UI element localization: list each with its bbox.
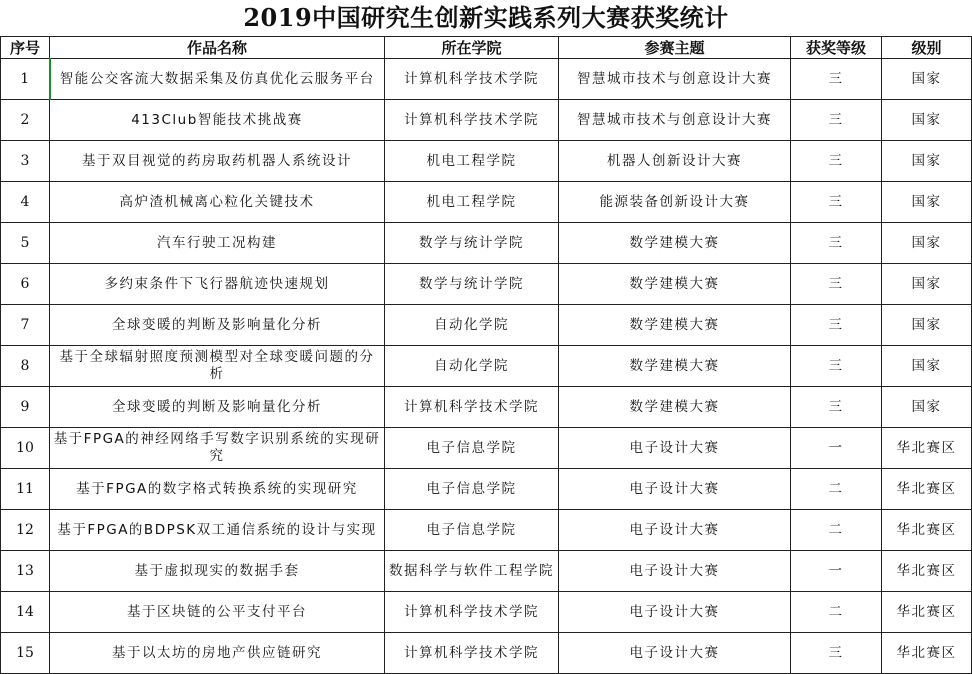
cell-work-name[interactable]: 基于全球辐射照度预测模型对全球变暖问题的分析 [50, 346, 385, 387]
header-row [1, 37, 972, 59]
cell-college[interactable]: 计算机科学技术学院 [385, 592, 559, 633]
cell-award-level[interactable]: 三 [791, 633, 882, 674]
cell-college[interactable]: 自动化学院 [385, 346, 559, 387]
cell-work-name[interactable]: 基于虚拟现实的数据手套 [50, 551, 385, 592]
cell-college[interactable]: 电子信息学院 [385, 510, 559, 551]
cell-college[interactable]: 计算机科学技术学院 [385, 59, 559, 100]
table-row [1, 469, 972, 510]
table-row [1, 592, 972, 633]
table-row [1, 223, 972, 264]
cell-competition[interactable]: 数学建模大赛 [559, 305, 791, 346]
table-row [1, 387, 972, 428]
cell-work-name[interactable]: 基于FPGA的BDPSK双工通信系统的设计与实现 [50, 510, 385, 551]
cell-college[interactable]: 数学与统计学院 [385, 223, 559, 264]
cell-award-level[interactable]: 三 [791, 305, 882, 346]
cell-competition[interactable]: 电子设计大赛 [559, 633, 791, 674]
cell-index[interactable]: 1 [1, 59, 50, 100]
cell-work-name[interactable]: 基于区块链的公平支付平台 [50, 592, 385, 633]
cell-competition[interactable]: 智慧城市技术与创意设计大赛 [559, 100, 791, 141]
cell-college[interactable]: 计算机科学技术学院 [385, 100, 559, 141]
cell-work-name[interactable]: 基于FPGA的神经网络手写数字识别系统的实现研究 [50, 428, 385, 469]
cell-work-name[interactable]: 413Club智能技术挑战赛 [50, 100, 385, 141]
cell-grade[interactable]: 华北赛区 [882, 510, 972, 551]
table-row [1, 59, 972, 100]
cell-competition[interactable]: 电子设计大赛 [559, 592, 791, 633]
cell-college[interactable]: 机电工程学院 [385, 141, 559, 182]
cell-grade[interactable]: 华北赛区 [882, 633, 972, 674]
cell-index[interactable]: 9 [1, 387, 50, 428]
cell-grade[interactable]: 国家 [882, 182, 972, 223]
table-row [1, 141, 972, 182]
awards-table [0, 36, 972, 674]
cell-index[interactable]: 10 [1, 428, 50, 469]
cell-competition[interactable]: 数学建模大赛 [559, 264, 791, 305]
cell-award-level[interactable]: 二 [791, 592, 882, 633]
cell-index[interactable]: 15 [1, 633, 50, 674]
cell-college[interactable]: 电子信息学院 [385, 428, 559, 469]
table-row [1, 633, 972, 674]
cell-competition[interactable]: 机器人创新设计大赛 [559, 141, 791, 182]
cell-college[interactable]: 计算机科学技术学院 [385, 387, 559, 428]
cell-competition[interactable]: 电子设计大赛 [559, 551, 791, 592]
cell-competition[interactable]: 电子设计大赛 [559, 428, 791, 469]
cell-grade[interactable]: 国家 [882, 305, 972, 346]
cell-work-name[interactable]: 全球变暖的判断及影响量化分析 [50, 305, 385, 346]
cell-award-level[interactable]: 三 [791, 346, 882, 387]
cell-index[interactable]: 5 [1, 223, 50, 264]
cell-grade[interactable]: 华北赛区 [882, 428, 972, 469]
cell-competition[interactable]: 电子设计大赛 [559, 469, 791, 510]
cell-work-name[interactable]: 汽车行驶工况构建 [50, 223, 385, 264]
cell-work-name[interactable]: 全球变暖的判断及影响量化分析 [50, 387, 385, 428]
cell-index[interactable]: 6 [1, 264, 50, 305]
cell-index[interactable]: 7 [1, 305, 50, 346]
cell-award-level[interactable]: 二 [791, 510, 882, 551]
cell-grade[interactable]: 国家 [882, 346, 972, 387]
header-index[interactable]: 序号 [1, 37, 50, 59]
cell-award-level[interactable]: 三 [791, 264, 882, 305]
table-row [1, 346, 972, 387]
cell-competition[interactable]: 能源装备创新设计大赛 [559, 182, 791, 223]
cell-competition[interactable]: 电子设计大赛 [559, 510, 791, 551]
cell-work-name[interactable]: 高炉渣机械离心粒化关键技术 [50, 182, 385, 223]
cell-competition[interactable]: 智慧城市技术与创意设计大赛 [559, 59, 791, 100]
header-grade[interactable]: 级别 [882, 37, 972, 59]
table-title: 2019中国研究生创新实践系列大赛获奖统计 [243, 3, 729, 32]
cell-college[interactable]: 计算机科学技术学院 [385, 633, 559, 674]
cell-grade[interactable]: 国家 [882, 100, 972, 141]
cell-index[interactable]: 4 [1, 182, 50, 223]
cell-award-level[interactable]: 三 [791, 100, 882, 141]
cell-index[interactable]: 2 [1, 100, 50, 141]
table-row [1, 182, 972, 223]
cell-grade[interactable]: 国家 [882, 223, 972, 264]
cell-award-level[interactable]: 三 [791, 387, 882, 428]
cell-index[interactable]: 11 [1, 469, 50, 510]
cell-award-level[interactable]: 一 [791, 428, 882, 469]
table-row [1, 100, 972, 141]
cell-index[interactable]: 13 [1, 551, 50, 592]
cell-index[interactable]: 12 [1, 510, 50, 551]
cell-award-level[interactable]: 三 [791, 182, 882, 223]
cell-work-name[interactable]: 基于双目视觉的药房取药机器人系统设计 [50, 141, 385, 182]
header-competition[interactable]: 参赛主题 [559, 37, 791, 59]
cell-index[interactable]: 3 [1, 141, 50, 182]
cell-work-name[interactable]: 基于FPGA的数字格式转换系统的实现研究 [50, 469, 385, 510]
cell-grade[interactable]: 国家 [882, 264, 972, 305]
cell-index[interactable]: 14 [1, 592, 50, 633]
cell-grade[interactable]: 华北赛区 [882, 551, 972, 592]
cell-award-level[interactable]: 二 [791, 469, 882, 510]
cell-grade[interactable]: 国家 [882, 141, 972, 182]
header-work-name[interactable]: 作品名称 [50, 37, 385, 59]
cell-competition[interactable]: 数学建模大赛 [559, 387, 791, 428]
cell-work-name[interactable]: 智能公交客流大数据采集及仿真优化云服务平台 [50, 59, 385, 100]
cell-college[interactable]: 数据科学与软件工程学院 [385, 551, 559, 592]
header-college[interactable]: 所在学院 [385, 37, 559, 59]
cell-award-level[interactable]: 一 [791, 551, 882, 592]
cell-college[interactable]: 电子信息学院 [385, 469, 559, 510]
cell-grade[interactable]: 华北赛区 [882, 592, 972, 633]
cell-index[interactable]: 8 [1, 346, 50, 387]
cell-competition[interactable]: 数学建模大赛 [559, 346, 791, 387]
header-award-level[interactable]: 获奖等级 [791, 37, 882, 59]
cell-award-level[interactable]: 三 [791, 223, 882, 264]
table-row [1, 551, 972, 592]
cell-grade[interactable]: 国家 [882, 59, 972, 100]
cell-work-name[interactable]: 基于以太坊的房地产供应链研究 [50, 633, 385, 674]
cell-grade[interactable]: 华北赛区 [882, 469, 972, 510]
cell-award-level[interactable]: 三 [791, 141, 882, 182]
table-row [1, 510, 972, 551]
cell-award-level[interactable]: 三 [791, 59, 882, 100]
cell-competition[interactable]: 数学建模大赛 [559, 223, 791, 264]
table-row [1, 305, 972, 346]
cell-college[interactable]: 机电工程学院 [385, 182, 559, 223]
cell-grade[interactable]: 国家 [882, 387, 972, 428]
table-row [1, 264, 972, 305]
table-body [1, 59, 972, 674]
cell-college[interactable]: 自动化学院 [385, 305, 559, 346]
cell-college[interactable]: 数学与统计学院 [385, 264, 559, 305]
cell-work-name[interactable]: 多约束条件下飞行器航迹快速规划 [50, 264, 385, 305]
table-row [1, 428, 972, 469]
